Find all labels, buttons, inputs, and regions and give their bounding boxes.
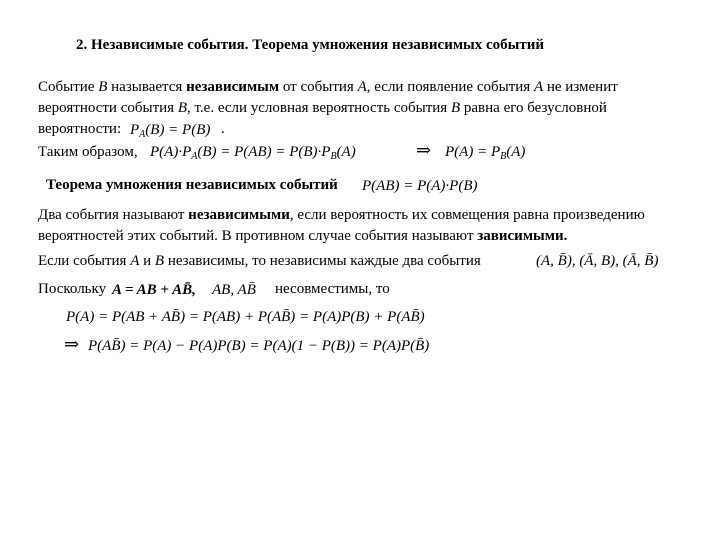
definition-period: . (221, 121, 225, 137)
definition-line-2: вероятности события B, т.е. если условная вероятность события B равна его безусловной (38, 100, 607, 116)
definition-line-1: Событие B называется независимым от события A, если появление события A не изменит (38, 79, 618, 95)
theorem-formula: P(AB) = P(A)·P(B) (362, 178, 478, 194)
theorem-label: Теорема умножения независимых событий (46, 177, 338, 193)
pairs-formula: (A, B̄), (Ā, B), (Ā, B̄) (536, 253, 659, 269)
independence-formula: $P_A(B) = P(B)$ (130, 122, 211, 140)
thus-formula: $P(A)\cdot P_A(B) = P(AB) = P(B)\cdot P_B(A)$ (150, 144, 356, 162)
since-tail: несовместимы, то (275, 281, 390, 297)
definition-line-3: вероятности: (38, 121, 122, 137)
section-title: 2. Независимые события. Теорема умножения независимых событий (76, 37, 545, 53)
two-events-line-2: вероятностей этих событий. В противном случае события называют зависимыми. (38, 228, 568, 244)
since-label: Поскольку (38, 281, 107, 297)
thus-label: Таким образом, (38, 144, 138, 160)
thus-result: $P(A) = P_B(A)$ (445, 144, 526, 162)
implies-arrow-1: ⇒ (416, 140, 432, 160)
pairs-text: Если события A и B независимы, то независимы каждые два события (38, 253, 481, 269)
since-formula: A = AB + AB̄, (112, 282, 196, 298)
derivation-line-1: P(A) = P(AB + AB̄) = P(AB) + P(AB̄) = P(A)P(B) + P(AB̄) (66, 309, 425, 325)
derivation-line-2: P(AB̄) = P(A) − P(A)P(B) = P(A)(1 − P(B)) = P(A)P(B̄) (88, 338, 430, 354)
implies-arrow-2: ⇒ (64, 334, 80, 354)
since-events: AB, AB̄ (212, 282, 256, 298)
two-events-line-1: Два события называют независимыми, если вероятность их совмещения равна произведению (38, 207, 645, 223)
